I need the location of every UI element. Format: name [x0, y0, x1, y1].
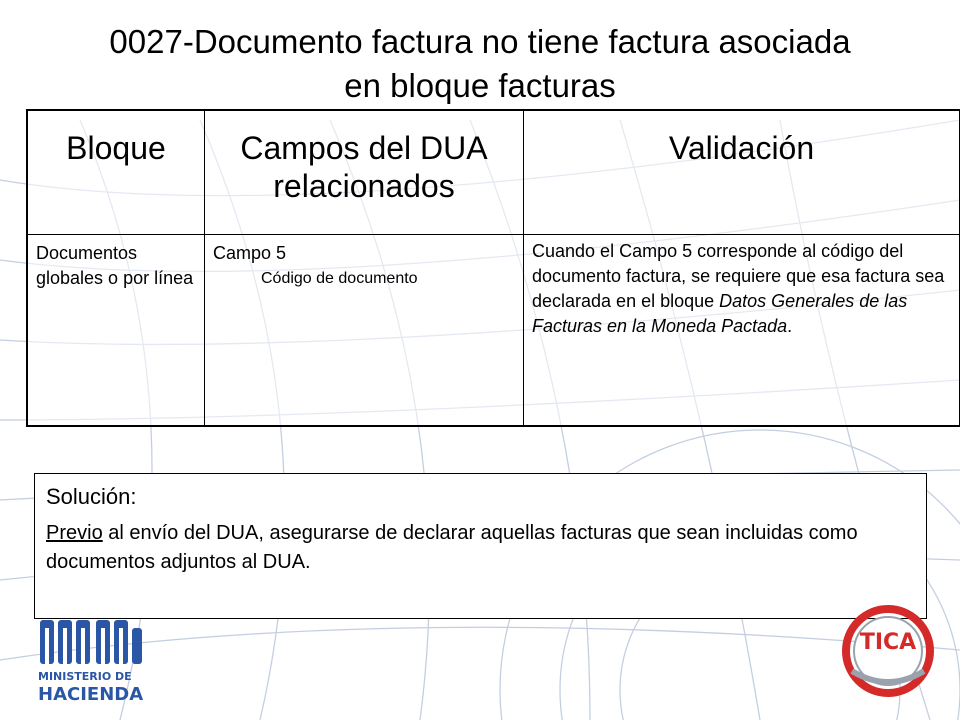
cell-validacion: [524, 235, 960, 427]
title-line-1: 0027-Documento factura no tiene factura asociada: [109, 23, 851, 60]
tica-logo: [838, 601, 938, 701]
solucion-heading: Solución:: [46, 484, 137, 509]
validacion-text: Cuando el Campo 5 corresponde al código del documento factura, se requiere que esa factura sea declarada en el bloque: [532, 241, 945, 311]
title-line-2: en bloque facturas: [344, 67, 616, 104]
solucion-emphasis: Previo: [46, 522, 103, 544]
header-validacion: Validación: [524, 110, 960, 235]
tica-text: TICA: [859, 630, 917, 655]
ministerio-hacienda-logo: [34, 618, 146, 710]
campo-detalle: Código de documento: [261, 270, 418, 287]
ministerio-line2: HACIENDA: [38, 684, 144, 705]
validation-table: [26, 109, 960, 427]
slide-title: [40, 20, 920, 108]
campo-label: Campo 5: [213, 243, 287, 263]
cell-campos: [205, 235, 524, 427]
solucion-box: [34, 473, 927, 619]
header-bloque: Bloque: [27, 110, 205, 235]
validacion-end: .: [787, 316, 793, 336]
validacion-italic: Datos Generales de las Facturas en la Moneda Pactada: [532, 291, 908, 336]
solucion-body: [46, 519, 916, 577]
table-row: [27, 235, 960, 427]
ministerio-line1: MINISTERIO DE: [38, 670, 132, 683]
solucion-text: al envío del DUA, asegurarse de declarar aquellas facturas que sean incluidas como documentos adjuntos al DUA.: [46, 522, 858, 573]
cell-bloque: Documentos globales o por línea: [27, 235, 205, 427]
header-campos: Campos del DUA relacionados: [205, 110, 524, 235]
table-header-row: [27, 110, 960, 235]
